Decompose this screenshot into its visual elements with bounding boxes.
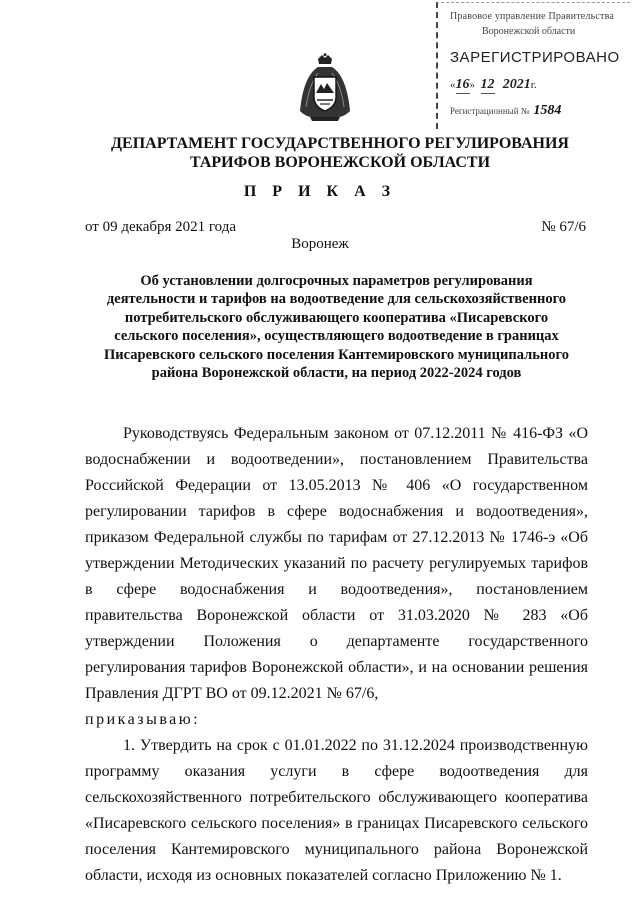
- stamp-region: Воронежской области: [482, 26, 576, 37]
- doc-type: П Р И К А З: [243, 183, 397, 200]
- stamp-day: 16: [455, 77, 470, 92]
- order-date: от 09 декабря 2021 года: [85, 219, 237, 235]
- department-title-line-2: ТАРИФОВ ВОРОНЕЖСКОЙ ОБЛАСТИ: [189, 154, 491, 171]
- stamp-registered-label: ЗАРЕГИСТРИРОВАНО: [450, 49, 620, 66]
- stamp-reg-number-value: 1584: [533, 103, 562, 118]
- stamp-authority: Правовое управление Правительства: [450, 11, 615, 22]
- subject-line: района Воронежской области, на период 2022-2024 годов: [151, 365, 522, 382]
- stamp-year: 2021: [502, 77, 531, 92]
- subject-line: сельского поселения», осуществляющего водоотведение в границах: [114, 328, 559, 345]
- preamble-paragraph: Руководствуясь Федеральным законом от 07.12.2011 № 416-ФЗ «О водоснабжении и водоотведении», постановлением Правительства Российской Федерации от 13.05.2013 № 406 «О государственном регулировании тарифов в сфере водоснабжения и водоотведения», приказом Федеральной службы по тарифам от 27.12.2013 № 1746-э «Об утверждении Методических указаний по расчету регулируемых тарифов в сфере водоснабжения и водоотведения», постановлением правительства Воронежской области от 31.03.2020 № 283 «Об утверждении Положения о департаменте государственного регулирования тарифов Воронежской области», и на основании решения Правления ДГРТ ВО от 09.12.2021 № 67/6,: [85, 425, 588, 702]
- order-body: [85, 421, 588, 889]
- subject-line: потребительского обслуживающего кооператива «Писаревского: [124, 309, 549, 326]
- subject-line: деятельности и тарифов на водоотведение для сельскохозяйственного: [106, 291, 567, 308]
- order-number: № 67/6: [541, 219, 586, 235]
- coat-of-arms-icon: [296, 53, 354, 123]
- stamp-month: 12: [480, 77, 495, 92]
- order-word: приказываю:: [85, 711, 201, 728]
- stamp-date: «16» 12 2021г.: [450, 77, 537, 92]
- subject-line: Об установлении долгосрочных параметров регулирования: [140, 273, 533, 289]
- department-title: [60, 134, 620, 172]
- order-city: Воронеж: [291, 236, 349, 252]
- department-title-line-1: ДЕПАРТАМЕНТ ГОСУДАРСТВЕННОГО РЕГУЛИРОВАНИЯ: [111, 135, 569, 152]
- item-1-paragraph: 1. Утвердить на срок с 01.01.2022 по 31.12.2024 производственную программу оказания услуги в сфере водоотведения для сельскохозяйственного потребительского обслуживающего кооператива «Писаревского сельского поселения» в границах Писаревского сельского поселения Кантемировского муниципального района Воронежской области, исходя из основных показателей согласно Приложению № 1.: [85, 737, 588, 884]
- registration-stamp: [436, 2, 630, 129]
- stamp-reg-number-label: Регистрационный №: [450, 106, 530, 116]
- order-subject: [85, 272, 588, 382]
- subject-line: Писаревского сельского поселения Кантемировского муниципального: [104, 346, 569, 363]
- stamp-reg-number: [450, 103, 561, 119]
